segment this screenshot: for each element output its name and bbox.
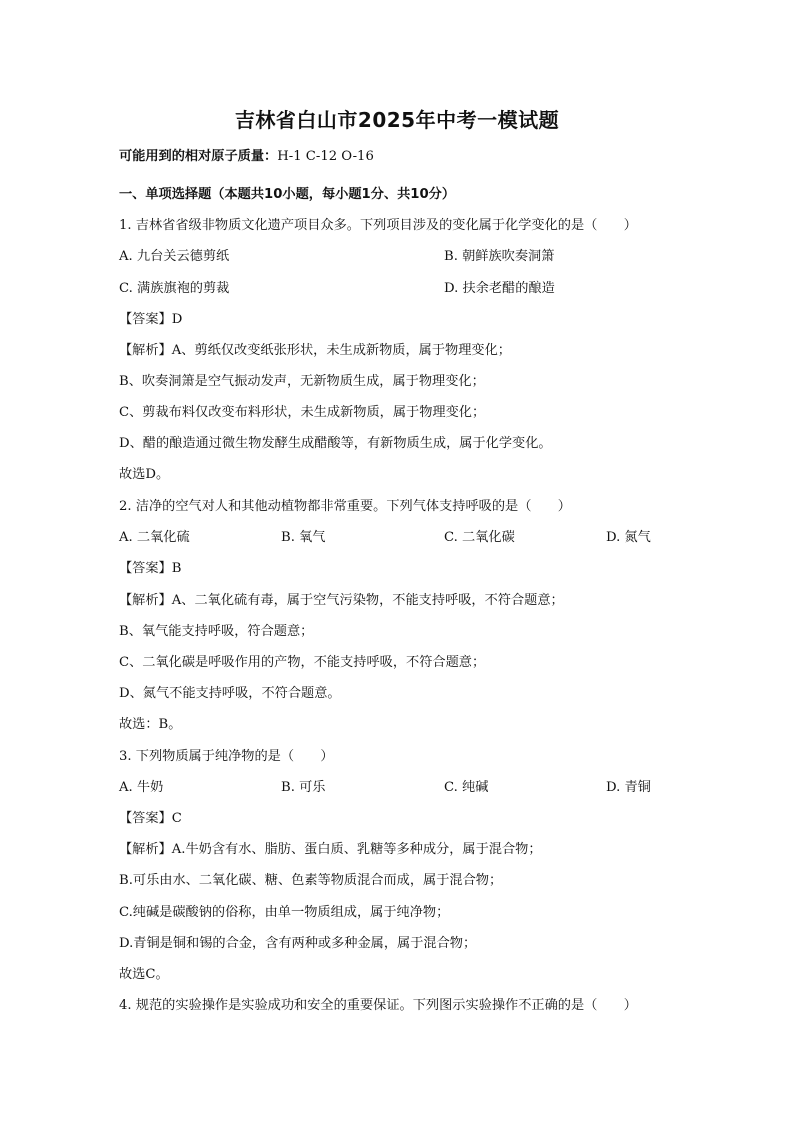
question-1-analysis-line: D、醋的酿造通过微生物发酵生成醋酸等，有新物质生成，属于化学变化。 [119, 436, 552, 451]
question-2-option-b: B. 氧气 [281, 530, 326, 545]
question-2-analysis-line: 【解析】A、二氧化硫有毒，属于空气污染物，不能支持呼吸，不符合题意； [119, 593, 564, 608]
question-3-option-c: C. 纯碱 [444, 780, 489, 795]
question-1-stem: 1. 吉林省省级非物质文化遗产项目众多。下列项目涉及的变化属于化学变化的是（ ） [119, 218, 637, 233]
question-2-stem: 2. 洁净的空气对人和其他动植物都非常重要。下列气体支持呼吸的是（ ） [119, 499, 571, 514]
question-1-analysis-line: 【解析】A、剪纸仅改变纸张形状，未生成新物质，属于物理变化； [119, 343, 511, 358]
page-title: 吉林省白山市2025年中考一模试题 [234, 108, 560, 132]
question-1-conclusion: 故选D。 [119, 467, 170, 482]
question-2-option-a: A. 二氧化硫 [119, 530, 190, 545]
question-1-answer: 【答案】D [119, 312, 183, 327]
question-1-analysis-line: B、吹奏洞箫是空气振动发声，无新物质生成，属于物理变化； [119, 374, 485, 389]
question-3-conclusion: 故选C。 [119, 967, 169, 982]
question-3-analysis-line: B.可乐由水、二氧化碳、糖、色素等物质混合而成，属于混合物； [119, 873, 503, 888]
question-2-analysis-line: D、氮气不能支持呼吸，不符合题意。 [119, 686, 341, 701]
question-2-analysis-line: C、二氧化碳是呼吸作用的产物，不能支持呼吸，不符合题意； [119, 655, 486, 670]
question-1-option-c: C. 满族旗袍的剪裁 [119, 281, 230, 296]
question-1-analysis-line: C、剪裁布料仅改变布料形状，未生成新物质，属于物理变化； [119, 405, 486, 420]
question-1-option-a: A. 九台关云德剪纸 [119, 249, 230, 264]
question-2-option-c: C. 二氧化碳 [444, 530, 515, 545]
question-4-stem: 4. 规范的实验操作是实验成功和安全的重要保证。下列图示实验操作不正确的是（ ） [119, 998, 637, 1013]
question-1-option-b: B. 朝鲜族吹奏洞箫 [444, 249, 555, 264]
question-2-option-d: D. 氮气 [606, 530, 651, 545]
question-3-analysis-line: 【解析】A.牛奶含有水、脂肪、蛋白质、乳糖等多种成分，属于混合物； [119, 842, 542, 857]
question-3-stem: 3. 下列物质属于纯净物的是（ ） [119, 749, 334, 764]
atomic-mass-line [119, 148, 374, 166]
question-3-option-d: D. 青铜 [606, 780, 651, 795]
question-3-analysis-line: C.纯碱是碳酸钠的俗称，由单一物质组成，属于纯净物； [119, 905, 450, 920]
question-3-analysis-line: D.青铜是铜和锡的合金，含有两种或多种金属，属于混合物； [119, 936, 477, 951]
question-3-option-b: B. 可乐 [281, 780, 326, 795]
atomic-mass-label: 可能用到的相对原子质量： [119, 149, 278, 164]
question-2-answer: 【答案】B [119, 561, 182, 576]
question-1-option-d: D. 扶余老醋的酿造 [444, 281, 555, 296]
question-3-answer: 【答案】C [119, 811, 182, 826]
section-heading: 一、单项选择题（本题共10小题，每小题1分、共10分） [119, 187, 456, 202]
atomic-mass-values: H-1 C-12 O-16 [277, 149, 374, 164]
question-3-option-a: A. 牛奶 [119, 780, 164, 795]
question-2-conclusion: 故选：B。 [119, 717, 182, 732]
question-2-analysis-line: B、氧气能支持呼吸，符合题意； [119, 624, 314, 639]
